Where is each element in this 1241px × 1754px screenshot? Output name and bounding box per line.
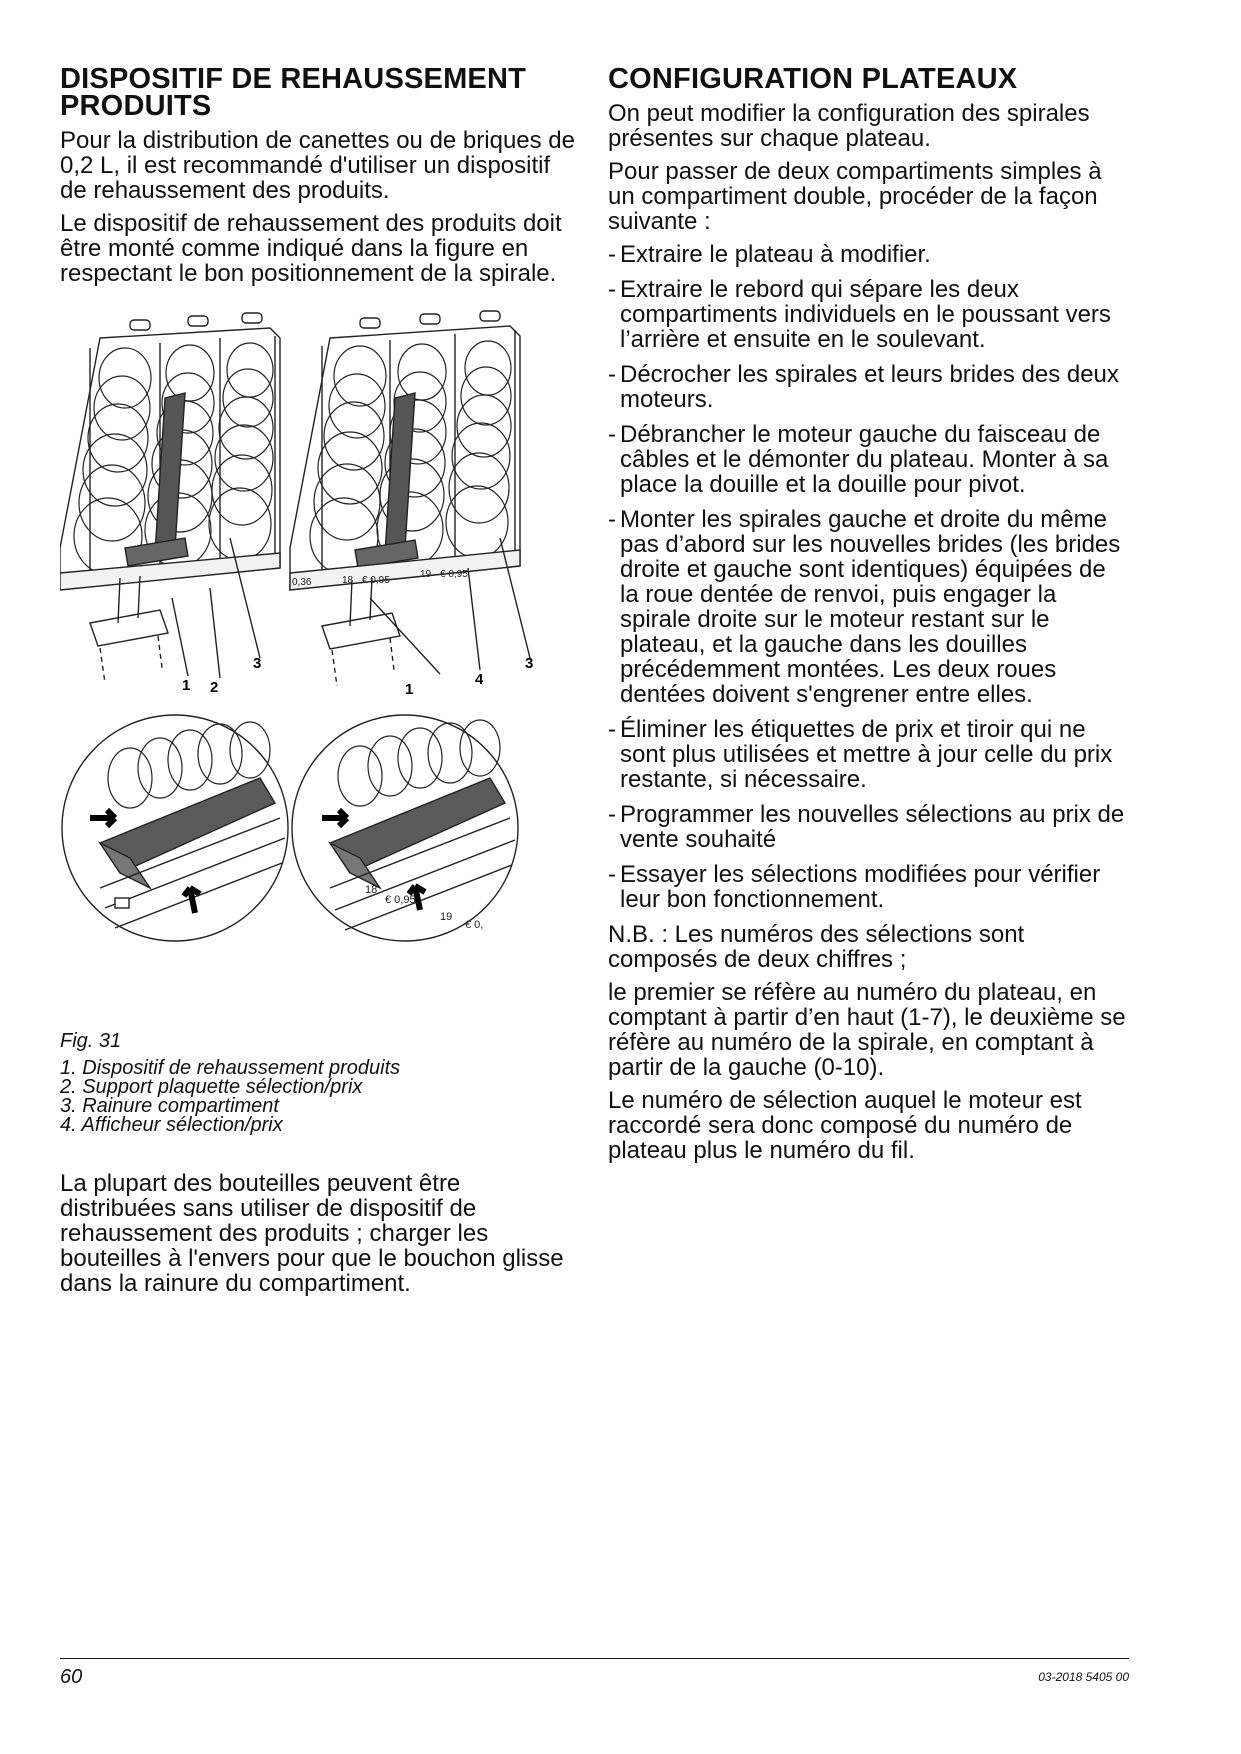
legend-item: 4. Afficheur sélection/prix xyxy=(60,1114,283,1136)
legend-item: 1. Dispositif de rehaussement produits xyxy=(60,1057,401,1079)
figure-31-illustration xyxy=(60,298,580,1018)
price-label: 0,36 xyxy=(292,577,312,588)
figure-legend xyxy=(60,1059,580,1135)
paragraph-bottles: La plupart des bouteilles peuvent être distribuées sans utiliser de dispositif de rehaussement des produits ; charger les bouteilles à l'envers pour que le bouchon glisse dans la rainure du compartiment. xyxy=(60,1170,564,1297)
detail-circle-right xyxy=(292,715,518,941)
tray-drawing-right xyxy=(290,311,530,686)
price-label: 19 xyxy=(420,569,432,580)
procedure-step: - Éliminer les étiquettes de prix et tiroir qui ne sont plus utilisées et mettre à jour celle du prix restante, si nécessaire. xyxy=(608,716,1113,793)
detail-price-label: 18 xyxy=(365,884,378,896)
section-title-configuration: CONFIGURATION PLATEAUX xyxy=(608,63,1018,95)
procedure-step: - Extraire le plateau à modifier. xyxy=(608,241,931,268)
legend-item: 2. Support plaquette sélection/prix xyxy=(60,1076,363,1098)
paragraph-mounting: Le dispositif de rehaussement des produits doit être monté comme indiqué dans la figure en respectant le bon positionnement de la spirale. xyxy=(60,210,562,287)
callout-1: 1 xyxy=(182,677,191,694)
detail-circle-left xyxy=(62,715,288,941)
detail-price-label: € 0, xyxy=(465,919,484,931)
callout-3: 3 xyxy=(525,655,534,672)
procedure-step: - Débrancher le moteur gauche du faisceau de câbles et le démonter du plateau. Monter à sa place la douille et la douille pour pivot. xyxy=(608,421,1109,498)
paragraph-config-intro: On peut modifier la configuration des spirales présentes sur chaque plateau. xyxy=(608,100,1090,152)
page-number: 60 xyxy=(60,1666,83,1688)
callout-4: 4 xyxy=(475,671,484,688)
tray-drawing-left xyxy=(60,313,280,683)
note-first-second-digit: le premier se réfère au numéro du plateau, en comptant à partir d’en haut (1-7), le deuxième se réfère au numéro de la spirale, en comptant à partir de la gauche (0-10). xyxy=(608,979,1126,1081)
procedure-step: - Extraire le rebord qui sépare les deux compartiments individuels en le poussant vers l’arrière et ensuite en le soulevant. xyxy=(608,276,1111,353)
price-label: 18 xyxy=(342,575,354,586)
figure-caption: Fig. 31 xyxy=(60,1030,122,1052)
section-title-rehaussement: DISPOSITIF DE REHAUSSEMENT PRODUITS xyxy=(60,63,527,122)
paragraph-intro: Pour la distribution de canettes ou de briques de 0,2 L, il est recommandé d'utiliser un dispositif de rehaussement des produits. xyxy=(60,127,576,204)
procedure-step: - Décrocher les spirales et leurs brides des deux moteurs. xyxy=(608,361,1119,413)
left-column xyxy=(60,63,580,1304)
footer-divider xyxy=(60,1658,1129,1659)
procedure-steps xyxy=(608,242,1128,912)
procedure-step: - Programmer les nouvelles sélections au prix de vente souhaité xyxy=(608,801,1125,853)
detail-price-label: 19 xyxy=(440,911,453,923)
callout-1: 1 xyxy=(405,681,414,698)
note-selection-numbers: N.B. : Les numéros des sélections sont composés de deux chiffres ; xyxy=(608,921,1025,973)
price-label: € 0,95 xyxy=(440,569,468,580)
procedure-step: - Essayer les sélections modifiées pour vérifier leur bon fonctionnement. xyxy=(608,861,1101,913)
legend-item: 3. Rainure compartiment xyxy=(60,1095,279,1117)
figure-31 xyxy=(60,298,580,1023)
paragraph-config-procedure: Pour passer de deux compartiments simples à un compartiment double, procéder de la façon suivante : xyxy=(608,158,1102,235)
procedure-step: - Monter les spirales gauche et droite du même pas d’abord sur les nouvelles brides (les brides droite et gauche sont identiques) équipées de la roue dentée de renvoi, puis engager la spirale droite sur le moteur restant sur le plateau, et la gauche dans les douilles précédemment montées. Les deux roues dentées doivent s'engrener entre elles. xyxy=(608,506,1121,708)
document-code: 03-2018 5405 00 xyxy=(1038,1670,1129,1684)
callout-3: 3 xyxy=(253,655,262,672)
callout-2: 2 xyxy=(210,679,219,696)
price-label: € 0,95 xyxy=(362,575,390,586)
note-motor-selection: Le numéro de sélection auquel le moteur est raccordé sera donc composé du numéro de plateau plus le numéro du fil. xyxy=(608,1087,1082,1164)
detail-price-label: € 0,95 xyxy=(385,894,416,906)
right-column xyxy=(608,63,1128,1171)
